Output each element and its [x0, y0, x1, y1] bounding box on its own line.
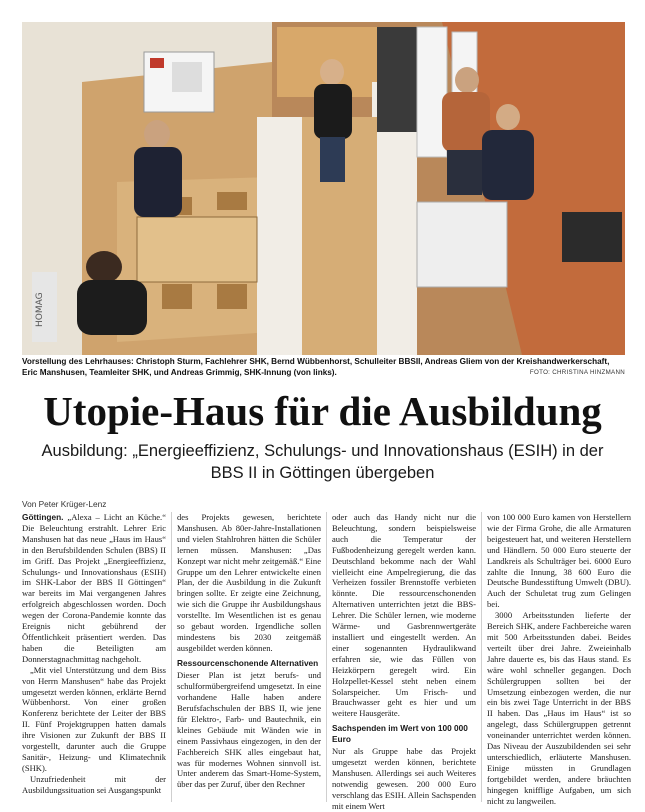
paragraph: des Projekts gewesen, berichtete Manshusen. Ab 80er-Jahre-Installationen und vielen Stahlrohren hätten die Schüler lernen müssen. Manshusen: „Das Konzept war nicht mehr zeitgemäß.“ Eine Gruppe um den Lehrer entwickelte einen Plan, der die Ausbildung in die Zukunft bringen sollte. Er zeigte eine Zeichnung, wie sich die Gruppe ihr Ausbildungshaus vorstellte. Im Wesentlichen ist es genau so gebaut worden. Irgendliche sollen mindestens bis 2030 zeitgemäß ausgebildet werden können.	[177, 512, 321, 653]
article-subhead: Ausbildung: „Energieeffizienz, Schulungs- und Innovationshaus (ESIH) in der BBS II in Göttingen übergeben	[41, 442, 604, 482]
column-divider	[326, 512, 327, 802]
paragraph: oder auch das Handy nicht nur die Beleuchtung, sondern beispielsweise auch die Temperatur der Fußbodenheizung geregelt werden kann. Deutschland bekomme nach der Wahl vielleicht eine Ampelregierung, die das Verheizen fossiler Brennstoffe verbieten könnte. Die ressourcenschonenden Alternativen unterrichten jetzt die BBS-Lehrer. Die Schüler lernen, wie moderne Wärme- und Gasbrennwertgeräte installiert und eingestellt werden. An einer sogenannten Hydraulikwand erfahren sie, wie das Füllen von Heizkörpern geregelt wird. Ein Holzpellet-Kessel steht neben einem Solarspeicher. Um Frisch- und Brauchwasser geht es hier und um weitere Hausgeräte.	[332, 512, 476, 719]
paragraph	[22, 512, 166, 665]
paragraph: Unzufriedenheit mit der Ausbildungssituation sei Ausgangspunkt	[22, 773, 166, 795]
paragraph: Dieser Plan ist jetzt berufs- und schulformübergreifend umgesetzt. In eine vorhandene Halle haben andere Berufsfachschulen der BBS II, wie jene für Elektro-, Farb- und Bautechnik, ein kleines Gebäude mit Wänden wie in einem Passivhaus eingezogen, in den der Fachbereich SHK alles eingebaut hat, was für modernes Wohnen sinnvoll ist. Unter anderem das Smart-Home-System, über das per Zuruf, über den Rechner	[177, 670, 321, 790]
paragraph: „Mit viel Unterstützung und dem Biss von Herrn Manshusen“ habe das Projekt umgesetzt werden können, erklärte Bernd Wübbenhorst. Von einer großen Konferenz berichtete der Leiter der BBS II. Fünf Projektgruppen hatten damals ihre Visionen zur Zukunft der BBS II vorgestellt, darunter auch die Gruppe Sanitär-, Heizung- und Klimatechnik (SHK).	[22, 664, 166, 773]
article-headline: Utopie-Haus für die Ausbildung	[43, 388, 602, 434]
photo-credit: FOTO: CHRISTINA HINZMANN	[529, 369, 625, 376]
homag-wall-label: HOMAG	[35, 292, 45, 327]
byline: Von Peter Krüger-Lenz	[22, 499, 107, 509]
subheading: Ressourcenschonende Alternativen	[177, 657, 319, 668]
article-column-3	[332, 512, 476, 812]
article-column-4	[487, 512, 631, 806]
paragraph-text: „Alexa – Licht an Küche.“ Die Beleuchtung erstrahlt. Lehrer Eric Manshusen hat das neue „Haus im Haus“ in den Berufsbildenden Schulen (BBS) II im Griff. Das Projekt „Energieeffizienz, Schulungs- und Innovationshaus (ESIH) im SHK-Labor der BBS II Göttingen“ war bereits im Mai vergangenen Jahres erfolgreich abgeschlossen worden. Doch wegen der Corona-Pandemie konnte das Ereignis nicht gebührend der Öffentlichkeit präsentiert werden. Das haben die Beteiligten am Donnerstagnachmittag nachgeholt.	[22, 512, 166, 664]
photo-illustration	[22, 22, 625, 355]
column-divider	[481, 512, 482, 802]
subheading: Sachspenden im Wert von 100 000 Euro	[332, 723, 468, 744]
article-column-2	[177, 512, 321, 790]
photo-caption: Vorstellung des Lehrhauses: Christoph Sturm, Fachlehrer SHK, Bernd Wübbenhorst, Schulleiter BBSII, Andreas Gliem von der Kreishandwerkerschaft, Eric Manshusen, Teamleiter SHK, und Andreas Grimmig, SHK-Innung (von links).	[22, 357, 610, 377]
paragraph: von 100 000 Euro kamen von Herstellern wie der Firma Grohe, die alle Armaturen beigesteuert hat, und weiteren Herstellern und Händlern. 50 000 Euro steuerte der Landkreis als Schulträger bei. 6000 Euro zahlte die Innung, 38 600 Euro die Deutsche Bundesstiftung Umwelt (DBU). Auch der Schuletat trug zum Gelingen bei.	[487, 512, 631, 610]
column-divider	[171, 512, 172, 802]
paragraph: 3000 Arbeitsstunden lieferte der Bereich SHK, andere Fachbereiche waren mit 500 Arbeitsstunden dabei. Beides verteilt über drei Jahre. Zweieinhalb Jahre dauerte es, bis das Haus stand. Es wäre wohl schneller gegangen. Doch Schülergruppen sollten bei der Umsetzung einbezogen werden, die nur ein bis zwei Tage Unterricht in der BBS II haben. Das „Haus im Haus“ ist so angelegt, dass Schülergruppen getrennt voneinander unterrichtet werden können. Das Niveau der Auszubildenden sei sehr unterschiedlich, erläuterte Manshusen. Einige müssten in Grundlagen fortgebildet werden, andere bräuchten hingegen knifflige Aufgaben, um sich nicht zu langweilen.	[487, 610, 631, 806]
paragraph: Nur als Gruppe habe das Projekt umgesetzt werden können, berichtete Manshusen. Allerdings sei auch Weiteres notwendig gewesen. 200 000 Euro verschlang das ESIH. Allein Sachspenden mit einem Wert	[332, 746, 476, 811]
dateline: Göttingen.	[22, 512, 64, 522]
article-column-1	[22, 512, 166, 796]
article-photo	[22, 22, 625, 355]
